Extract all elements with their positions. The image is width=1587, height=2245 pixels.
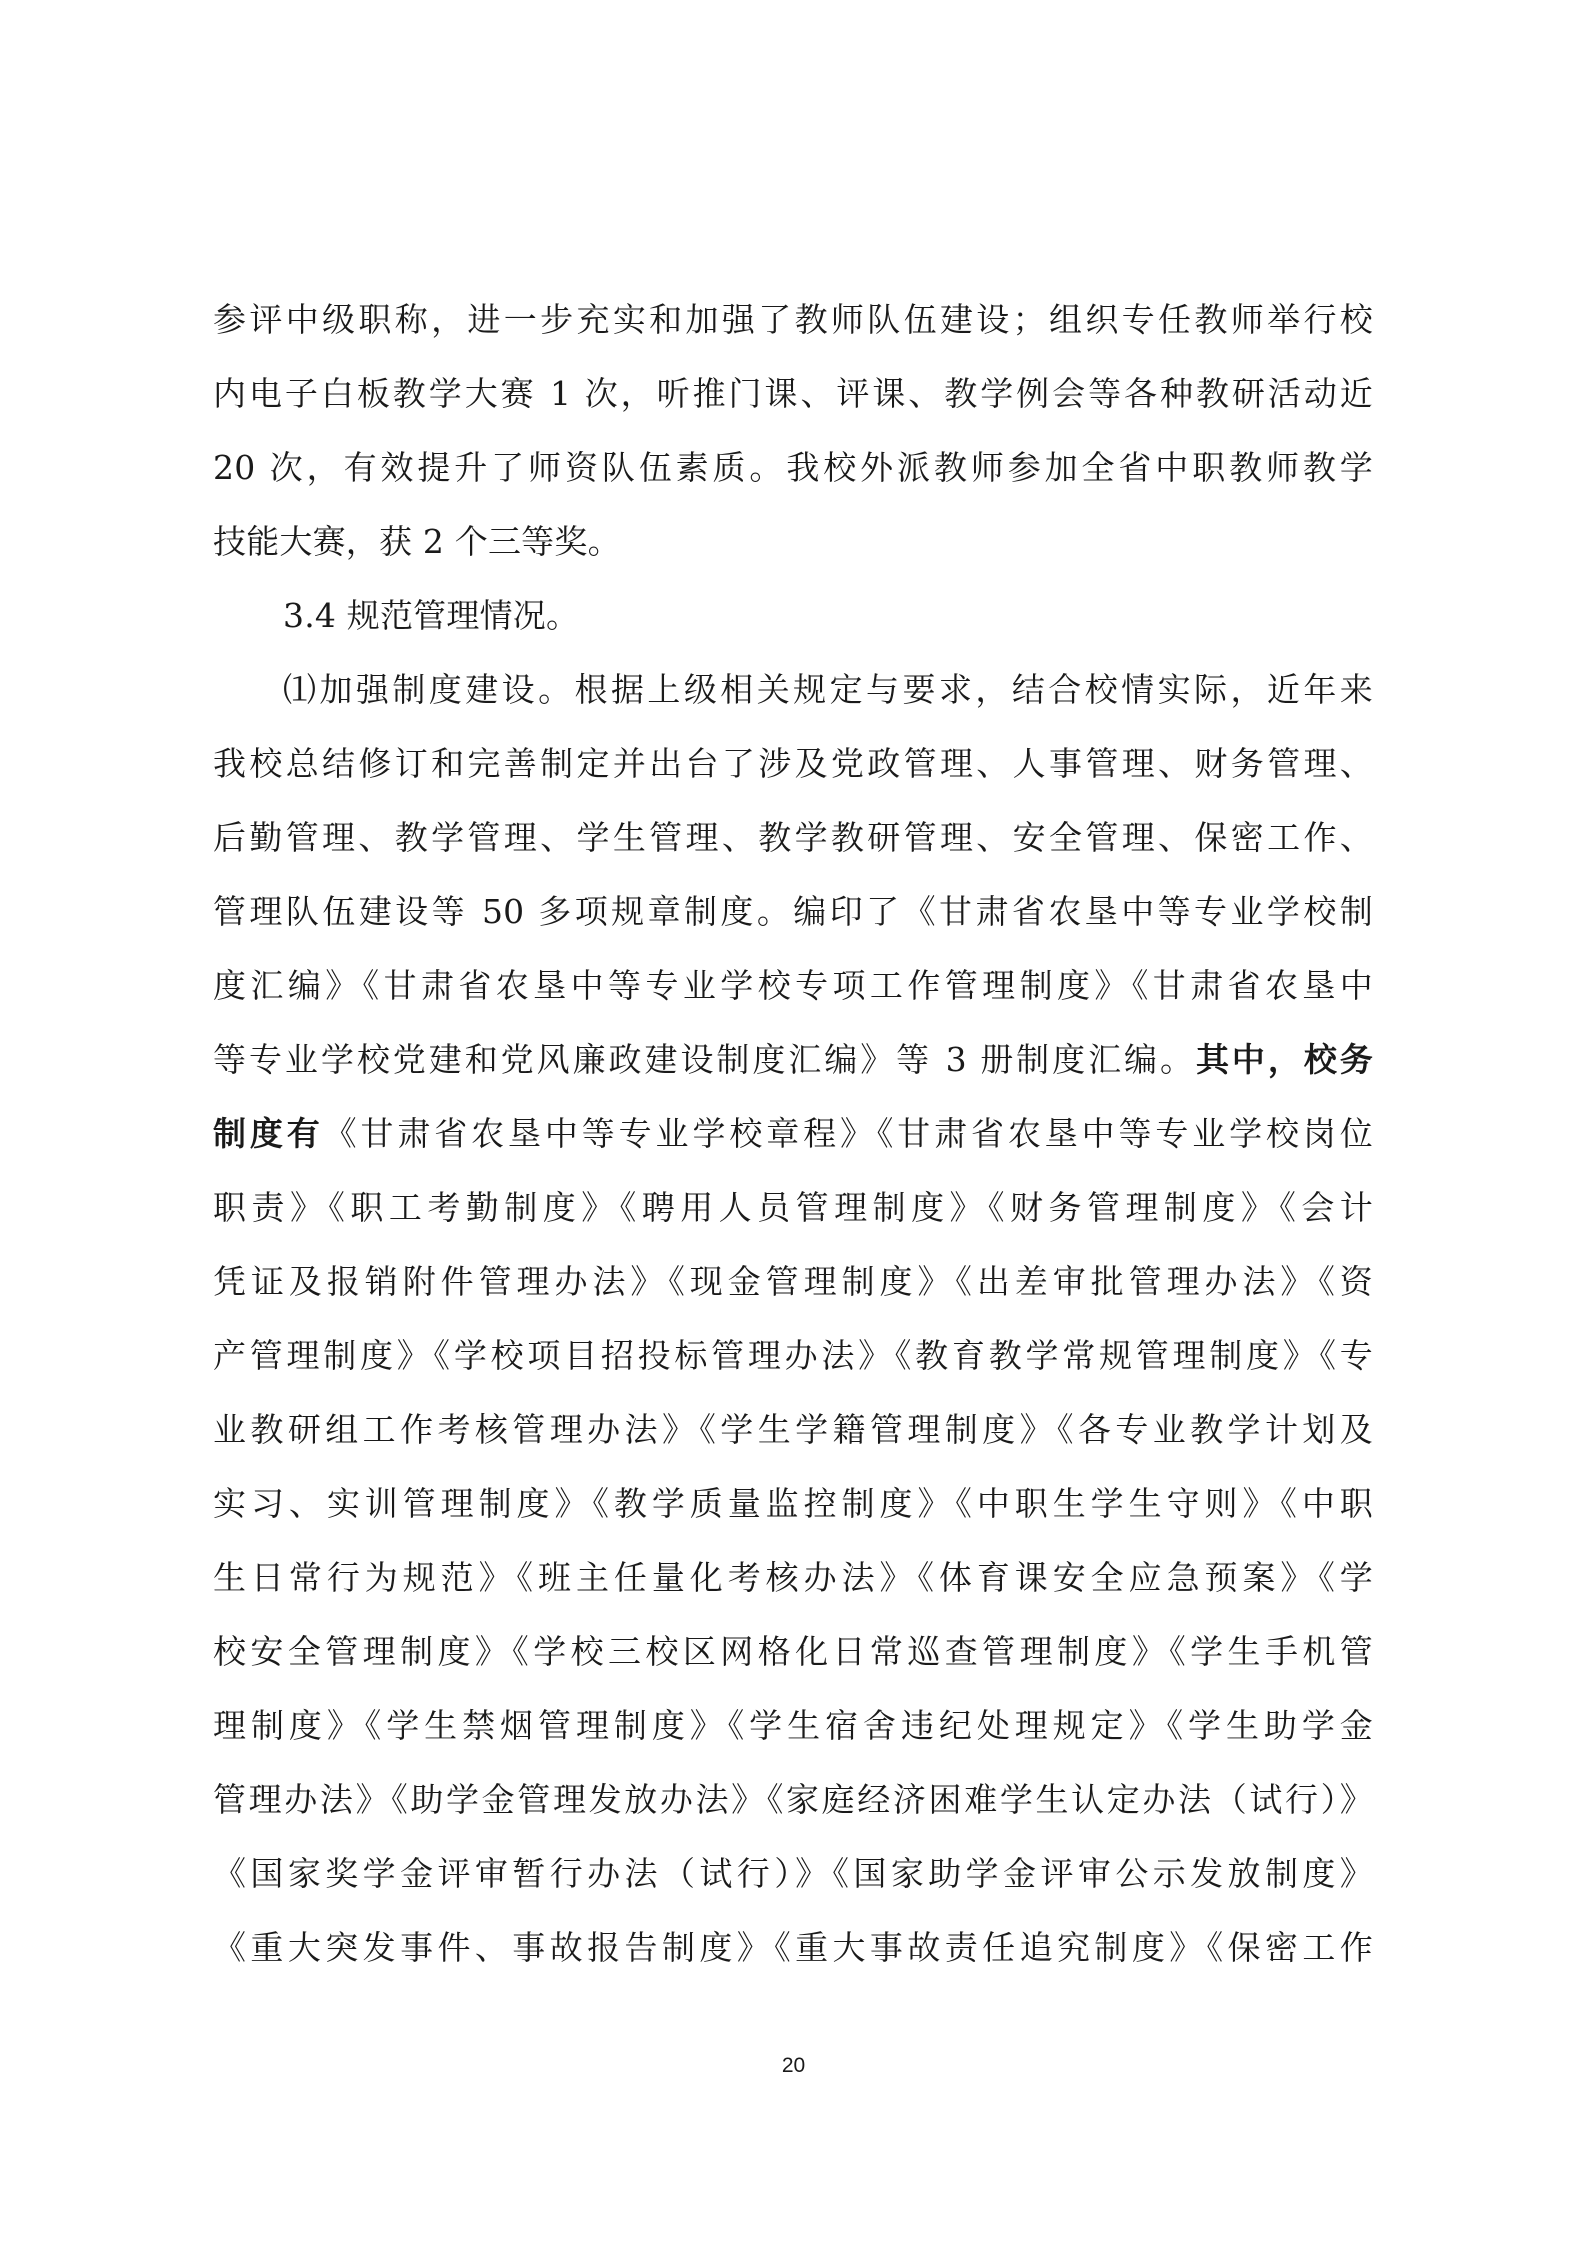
paragraph-line: 生日常行为规范》《班主任量化考核办法》《体育课安全应急预案》《学	[213, 1558, 1373, 1597]
section-heading: 3.4 规范管理情况。	[283, 596, 580, 635]
paragraph-line: 内电子白板教学大赛 1 次，听推门课、评课、教学例会等各种教研活动近	[213, 374, 1373, 413]
paragraph-line: ⑴加强制度建设。根据上级相关规定与要求，结合校情实际，近年来	[283, 670, 1373, 709]
page-number: 20	[781, 2054, 806, 2077]
paragraph-line: 凭证及报销附件管理办法》《现金管理制度》《出差审批管理办法》《资	[213, 1262, 1373, 1301]
paragraph-line: 《国家奖学金评审暂行办法（试行）》《国家助学金评审公示发放制度》	[213, 1854, 1373, 1893]
paragraph-line	[213, 1023, 1373, 1097]
paragraph-line: 管理办法》《助学金管理发放办法》《家庭经济困难学生认定办法（试行）》	[213, 1780, 1373, 1819]
bold-emphasis-text: 其中，校务	[1195, 1040, 1373, 1079]
bold-emphasis-text: 制度有	[213, 1114, 324, 1153]
paragraph-line: 参评中级职称，进一步充实和加强了教师队伍建设；组织专任教师举行校	[213, 300, 1373, 339]
paragraph-line: 20 次，有效提升了师资队伍素质。我校外派教师参加全省中职教师教学	[213, 448, 1373, 487]
paragraph-line: 我校总结修订和完善制定并出台了涉及党政管理、人事管理、财务管理、	[213, 744, 1373, 783]
paragraph-line: 度汇编》《甘肃省农垦中等专业学校专项工作管理制度》《甘肃省农垦中	[213, 966, 1373, 1005]
paragraph-line: 后勤管理、教学管理、学生管理、教学教研管理、安全管理、保密工作、	[213, 818, 1373, 857]
paragraph-line	[213, 1097, 1373, 1171]
paragraph-line: 理制度》《学生禁烟管理制度》《学生宿舍违纪处理规定》《学生助学金	[213, 1706, 1373, 1745]
paragraph-line: 产管理制度》《学校项目招投标管理办法》《教育教学常规管理制度》《专	[213, 1336, 1373, 1375]
paragraph-line: 技能大赛，获 2 个三等奖。	[213, 522, 621, 561]
paragraph-line: 校安全管理制度》《学校三校区网格化日常巡查管理制度》《学生手机管	[213, 1632, 1373, 1671]
paragraph-line: 《重大突发事件、事故报告制度》《重大事故责任追究制度》《保密工作	[213, 1928, 1373, 1967]
paragraph-line: 实习、实训管理制度》《教学质量监控制度》《中职生学生守则》《中职	[213, 1484, 1373, 1523]
paragraph-text: 《甘肃省农垦中等专业学校章程》《甘肃省农垦中等专业学校岗位	[323, 1114, 1373, 1153]
paragraph-line: 管理队伍建设等 50 多项规章制度。编印了《甘肃省农垦中等专业学校制	[213, 892, 1373, 931]
paragraph-line: 业教研组工作考核管理办法》《学生学籍管理制度》《各专业教学计划及	[213, 1410, 1373, 1449]
paragraph-line: 职责》《职工考勤制度》《聘用人员管理制度》《财务管理制度》《会计	[213, 1188, 1373, 1227]
paragraph-text: 等专业学校党建和党风廉政建设制度汇编》等 3 册制度汇编。	[213, 1040, 1196, 1079]
